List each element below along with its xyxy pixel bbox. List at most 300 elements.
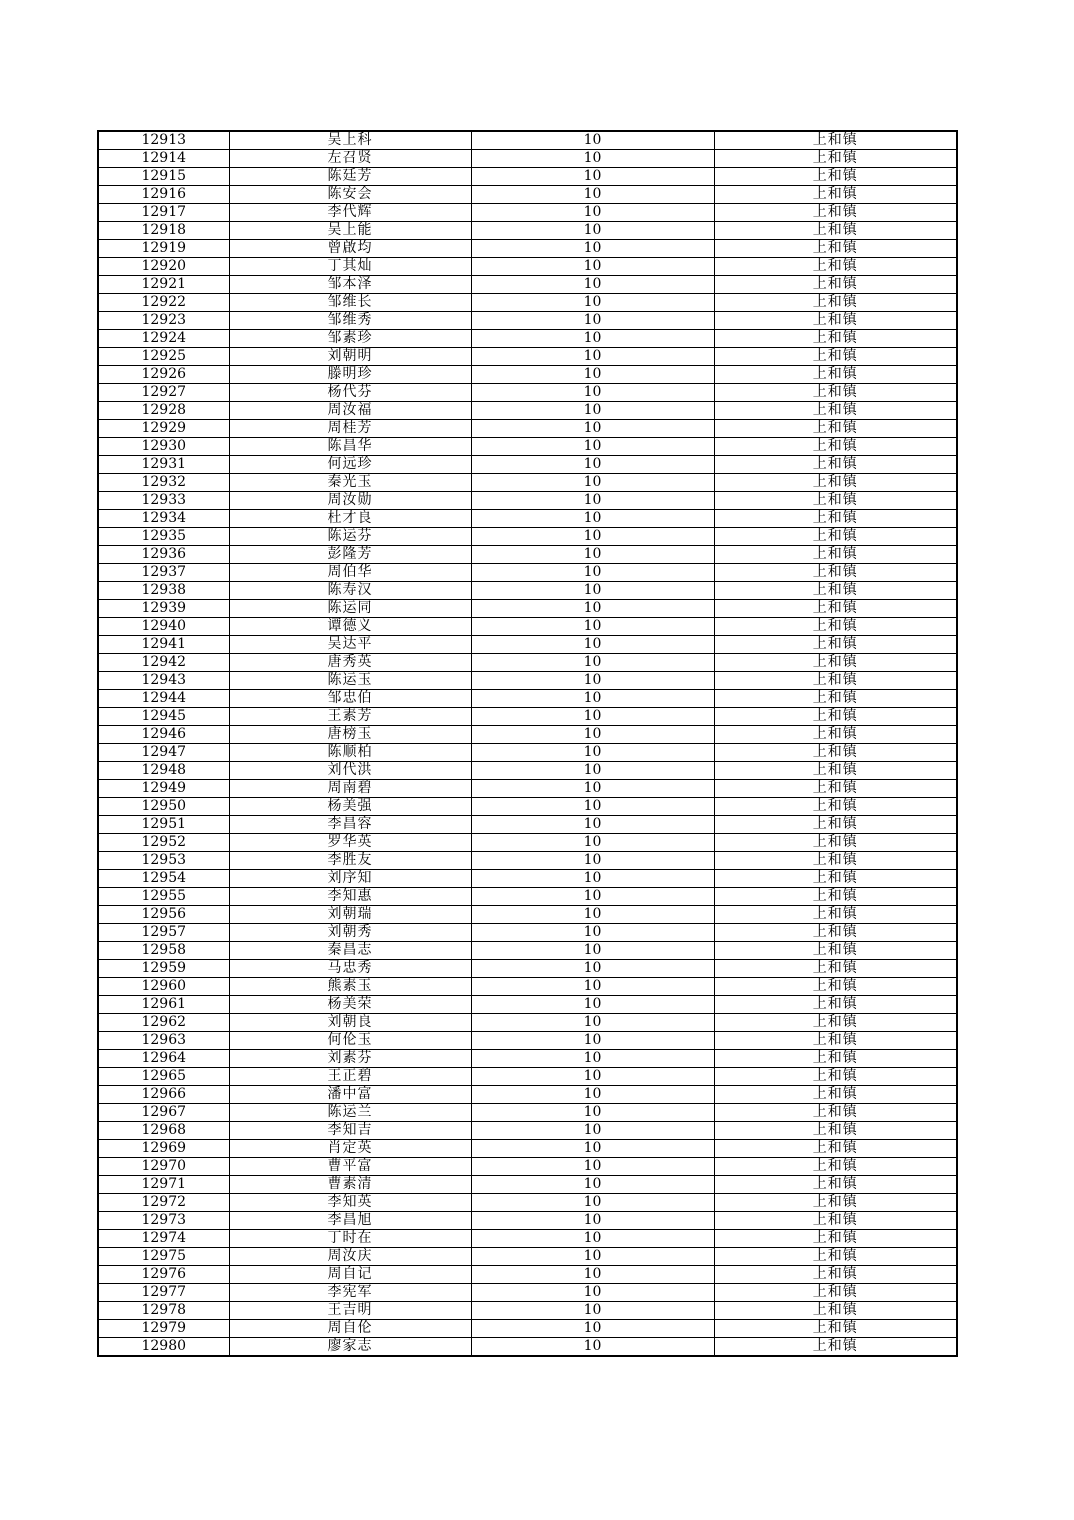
row-id-cell: 12964 [98, 1050, 229, 1068]
table-row [98, 672, 957, 690]
row-name-cell: 周桂芳 [229, 420, 471, 438]
table-row [98, 600, 957, 618]
row-town-cell: 上和镇 [714, 294, 957, 312]
row-name-cell: 唐秀英 [229, 654, 471, 672]
row-id-cell: 12980 [98, 1338, 229, 1357]
row-name-cell: 周自伦 [229, 1320, 471, 1338]
row-town-cell: 上和镇 [714, 1104, 957, 1122]
row-amount-cell: 10 [471, 1230, 714, 1248]
row-name-cell: 熊素玉 [229, 978, 471, 996]
row-name-cell: 秦昌志 [229, 942, 471, 960]
row-amount-cell: 10 [471, 204, 714, 222]
row-amount-cell: 10 [471, 996, 714, 1014]
row-name-cell: 吴上科 [229, 131, 471, 150]
row-town-cell: 上和镇 [714, 1176, 957, 1194]
row-town-cell: 上和镇 [714, 1230, 957, 1248]
row-amount-cell: 10 [471, 834, 714, 852]
row-amount-cell: 10 [471, 924, 714, 942]
row-id-cell: 12947 [98, 744, 229, 762]
table-row [98, 1176, 957, 1194]
row-town-cell: 上和镇 [714, 852, 957, 870]
row-town-cell: 上和镇 [714, 348, 957, 366]
row-amount-cell: 10 [471, 240, 714, 258]
row-town-cell: 上和镇 [714, 1284, 957, 1302]
row-id-cell: 12926 [98, 366, 229, 384]
table-row [98, 1158, 957, 1176]
row-amount-cell: 10 [471, 582, 714, 600]
row-town-cell: 上和镇 [714, 276, 957, 294]
row-name-cell: 刘代洪 [229, 762, 471, 780]
row-name-cell: 肖定英 [229, 1140, 471, 1158]
row-town-cell: 上和镇 [714, 1140, 957, 1158]
row-name-cell: 廖家志 [229, 1338, 471, 1357]
row-town-cell: 上和镇 [714, 618, 957, 636]
table-row [98, 492, 957, 510]
row-id-cell: 12957 [98, 924, 229, 942]
row-id-cell: 12949 [98, 780, 229, 798]
row-amount-cell: 10 [471, 690, 714, 708]
row-amount-cell: 10 [471, 600, 714, 618]
row-town-cell: 上和镇 [714, 366, 957, 384]
row-amount-cell: 10 [471, 168, 714, 186]
row-id-cell: 12962 [98, 1014, 229, 1032]
row-amount-cell: 10 [471, 1140, 714, 1158]
row-name-cell: 陈运同 [229, 600, 471, 618]
row-name-cell: 唐榜玉 [229, 726, 471, 744]
row-name-cell: 陈运玉 [229, 672, 471, 690]
table-row [98, 528, 957, 546]
table-row [98, 294, 957, 312]
table-row [98, 1014, 957, 1032]
row-amount-cell: 10 [471, 222, 714, 240]
row-town-cell: 上和镇 [714, 996, 957, 1014]
row-town-cell: 上和镇 [714, 924, 957, 942]
row-town-cell: 上和镇 [714, 1212, 957, 1230]
table-row [98, 762, 957, 780]
row-name-cell: 王吉明 [229, 1302, 471, 1320]
row-amount-cell: 10 [471, 258, 714, 276]
row-town-cell: 上和镇 [714, 1248, 957, 1266]
row-town-cell: 上和镇 [714, 816, 957, 834]
row-amount-cell: 10 [471, 1248, 714, 1266]
row-id-cell: 12915 [98, 168, 229, 186]
row-name-cell: 吴达平 [229, 636, 471, 654]
row-town-cell: 上和镇 [714, 672, 957, 690]
row-amount-cell: 10 [471, 1014, 714, 1032]
row-id-cell: 12921 [98, 276, 229, 294]
row-town-cell: 上和镇 [714, 798, 957, 816]
table-row [98, 456, 957, 474]
table-body [98, 131, 957, 1356]
table-row [98, 978, 957, 996]
row-name-cell: 刘序知 [229, 870, 471, 888]
table-row [98, 258, 957, 276]
row-name-cell: 杨代芬 [229, 384, 471, 402]
row-amount-cell: 10 [471, 870, 714, 888]
row-amount-cell: 10 [471, 798, 714, 816]
row-name-cell: 邹本泽 [229, 276, 471, 294]
row-town-cell: 上和镇 [714, 1014, 957, 1032]
row-town-cell: 上和镇 [714, 906, 957, 924]
row-town-cell: 上和镇 [714, 1302, 957, 1320]
table-row [98, 942, 957, 960]
row-amount-cell: 10 [471, 1176, 714, 1194]
row-amount-cell: 10 [471, 762, 714, 780]
row-amount-cell: 10 [471, 474, 714, 492]
row-amount-cell: 10 [471, 528, 714, 546]
table-row [98, 384, 957, 402]
row-town-cell: 上和镇 [714, 546, 957, 564]
row-amount-cell: 10 [471, 1338, 714, 1357]
row-id-cell: 12974 [98, 1230, 229, 1248]
row-name-cell: 秦光玉 [229, 474, 471, 492]
table-row [98, 1302, 957, 1320]
table-row [98, 870, 957, 888]
row-id-cell: 12963 [98, 1032, 229, 1050]
row-town-cell: 上和镇 [714, 312, 957, 330]
row-id-cell: 12955 [98, 888, 229, 906]
row-town-cell: 上和镇 [714, 1032, 957, 1050]
row-id-cell: 12931 [98, 456, 229, 474]
row-name-cell: 彭隆芳 [229, 546, 471, 564]
row-town-cell: 上和镇 [714, 258, 957, 276]
table-row [98, 131, 957, 150]
row-amount-cell: 10 [471, 1302, 714, 1320]
row-amount-cell: 10 [471, 564, 714, 582]
row-amount-cell: 10 [471, 384, 714, 402]
row-id-cell: 12940 [98, 618, 229, 636]
row-town-cell: 上和镇 [714, 1338, 957, 1357]
row-amount-cell: 10 [471, 402, 714, 420]
row-id-cell: 12948 [98, 762, 229, 780]
row-id-cell: 12943 [98, 672, 229, 690]
row-town-cell: 上和镇 [714, 1068, 957, 1086]
row-name-cell: 杜才良 [229, 510, 471, 528]
table-row [98, 960, 957, 978]
row-amount-cell: 10 [471, 456, 714, 474]
table-row [98, 1104, 957, 1122]
row-amount-cell: 10 [471, 150, 714, 168]
row-name-cell: 李胜友 [229, 852, 471, 870]
table-row [98, 1194, 957, 1212]
row-amount-cell: 10 [471, 816, 714, 834]
table-row [98, 852, 957, 870]
row-amount-cell: 10 [471, 294, 714, 312]
row-id-cell: 12958 [98, 942, 229, 960]
row-id-cell: 12917 [98, 204, 229, 222]
table-row [98, 222, 957, 240]
row-id-cell: 12950 [98, 798, 229, 816]
table-row [98, 798, 957, 816]
row-amount-cell: 10 [471, 1086, 714, 1104]
row-name-cell: 周南碧 [229, 780, 471, 798]
row-name-cell: 陈廷芳 [229, 168, 471, 186]
row-name-cell: 陈运兰 [229, 1104, 471, 1122]
row-town-cell: 上和镇 [714, 131, 957, 150]
row-id-cell: 12939 [98, 600, 229, 618]
row-name-cell: 何远珍 [229, 456, 471, 474]
row-id-cell: 12924 [98, 330, 229, 348]
row-id-cell: 12970 [98, 1158, 229, 1176]
row-amount-cell: 10 [471, 546, 714, 564]
row-name-cell: 王正碧 [229, 1068, 471, 1086]
row-name-cell: 李知惠 [229, 888, 471, 906]
table-row [98, 654, 957, 672]
row-town-cell: 上和镇 [714, 420, 957, 438]
row-id-cell: 12956 [98, 906, 229, 924]
row-amount-cell: 10 [471, 1320, 714, 1338]
row-id-cell: 12932 [98, 474, 229, 492]
table-row [98, 330, 957, 348]
row-town-cell: 上和镇 [714, 510, 957, 528]
row-id-cell: 12936 [98, 546, 229, 564]
row-town-cell: 上和镇 [714, 186, 957, 204]
row-name-cell: 左召贤 [229, 150, 471, 168]
row-amount-cell: 10 [471, 131, 714, 150]
row-town-cell: 上和镇 [714, 690, 957, 708]
row-id-cell: 12919 [98, 240, 229, 258]
row-id-cell: 12916 [98, 186, 229, 204]
row-town-cell: 上和镇 [714, 1086, 957, 1104]
table-row [98, 150, 957, 168]
row-name-cell: 马忠秀 [229, 960, 471, 978]
row-amount-cell: 10 [471, 186, 714, 204]
row-amount-cell: 10 [471, 780, 714, 798]
row-amount-cell: 10 [471, 276, 714, 294]
row-name-cell: 邹维秀 [229, 312, 471, 330]
row-town-cell: 上和镇 [714, 1194, 957, 1212]
row-id-cell: 12978 [98, 1302, 229, 1320]
row-name-cell: 周汝福 [229, 402, 471, 420]
table-row [98, 546, 957, 564]
row-id-cell: 12946 [98, 726, 229, 744]
row-town-cell: 上和镇 [714, 240, 957, 258]
table-row [98, 168, 957, 186]
row-id-cell: 12979 [98, 1320, 229, 1338]
row-name-cell: 李代辉 [229, 204, 471, 222]
row-id-cell: 12960 [98, 978, 229, 996]
row-id-cell: 12976 [98, 1266, 229, 1284]
row-id-cell: 12951 [98, 816, 229, 834]
row-amount-cell: 10 [471, 978, 714, 996]
row-id-cell: 12922 [98, 294, 229, 312]
row-id-cell: 12961 [98, 996, 229, 1014]
table-row [98, 618, 957, 636]
row-name-cell: 刘朝明 [229, 348, 471, 366]
row-name-cell: 丁时在 [229, 1230, 471, 1248]
table-row [98, 510, 957, 528]
table-row [98, 186, 957, 204]
row-name-cell: 刘朝秀 [229, 924, 471, 942]
row-name-cell: 吴上能 [229, 222, 471, 240]
row-name-cell: 曾啟均 [229, 240, 471, 258]
row-amount-cell: 10 [471, 960, 714, 978]
row-id-cell: 12935 [98, 528, 229, 546]
row-name-cell: 邹忠伯 [229, 690, 471, 708]
row-name-cell: 周汝勋 [229, 492, 471, 510]
table-row [98, 690, 957, 708]
row-id-cell: 12913 [98, 131, 229, 150]
row-town-cell: 上和镇 [714, 384, 957, 402]
table-row [98, 906, 957, 924]
row-town-cell: 上和镇 [714, 1122, 957, 1140]
row-name-cell: 陈顺柏 [229, 744, 471, 762]
row-town-cell: 上和镇 [714, 744, 957, 762]
row-town-cell: 上和镇 [714, 528, 957, 546]
row-name-cell: 曹素清 [229, 1176, 471, 1194]
table-row [98, 204, 957, 222]
row-town-cell: 上和镇 [714, 708, 957, 726]
row-name-cell: 杨美荣 [229, 996, 471, 1014]
table-row [98, 1032, 957, 1050]
table-row [98, 1122, 957, 1140]
row-amount-cell: 10 [471, 312, 714, 330]
row-town-cell: 上和镇 [714, 654, 957, 672]
row-town-cell: 上和镇 [714, 942, 957, 960]
row-amount-cell: 10 [471, 420, 714, 438]
table-row [98, 420, 957, 438]
row-town-cell: 上和镇 [714, 1320, 957, 1338]
row-id-cell: 12953 [98, 852, 229, 870]
row-amount-cell: 10 [471, 330, 714, 348]
row-name-cell: 滕明珍 [229, 366, 471, 384]
row-name-cell: 李昌容 [229, 816, 471, 834]
row-id-cell: 12929 [98, 420, 229, 438]
table-row [98, 366, 957, 384]
row-id-cell: 12944 [98, 690, 229, 708]
row-id-cell: 12968 [98, 1122, 229, 1140]
table-row [98, 780, 957, 798]
row-town-cell: 上和镇 [714, 456, 957, 474]
row-town-cell: 上和镇 [714, 474, 957, 492]
row-amount-cell: 10 [471, 1122, 714, 1140]
row-name-cell: 周自记 [229, 1266, 471, 1284]
table-row [98, 312, 957, 330]
row-amount-cell: 10 [471, 1194, 714, 1212]
row-name-cell: 陈寿汉 [229, 582, 471, 600]
row-name-cell: 刘朝瑞 [229, 906, 471, 924]
row-amount-cell: 10 [471, 744, 714, 762]
table-row [98, 924, 957, 942]
row-amount-cell: 10 [471, 348, 714, 366]
row-name-cell: 陈安会 [229, 186, 471, 204]
row-id-cell: 12930 [98, 438, 229, 456]
row-id-cell: 12934 [98, 510, 229, 528]
row-town-cell: 上和镇 [714, 726, 957, 744]
row-id-cell: 12969 [98, 1140, 229, 1158]
row-name-cell: 刘朝良 [229, 1014, 471, 1032]
table-row [98, 1068, 957, 1086]
row-town-cell: 上和镇 [714, 168, 957, 186]
row-name-cell: 谭德义 [229, 618, 471, 636]
row-id-cell: 12965 [98, 1068, 229, 1086]
row-id-cell: 12967 [98, 1104, 229, 1122]
row-name-cell: 刘素芬 [229, 1050, 471, 1068]
table-row [98, 834, 957, 852]
data-table-container [97, 130, 956, 1357]
row-name-cell: 曹平富 [229, 1158, 471, 1176]
table-row [98, 276, 957, 294]
table-row [98, 1086, 957, 1104]
row-id-cell: 12959 [98, 960, 229, 978]
row-town-cell: 上和镇 [714, 1158, 957, 1176]
row-amount-cell: 10 [471, 942, 714, 960]
table-row [98, 1248, 957, 1266]
table-row [98, 888, 957, 906]
row-name-cell: 潘中富 [229, 1086, 471, 1104]
row-town-cell: 上和镇 [714, 222, 957, 240]
row-name-cell: 王素芳 [229, 708, 471, 726]
row-id-cell: 12933 [98, 492, 229, 510]
row-id-cell: 12938 [98, 582, 229, 600]
row-name-cell: 罗华英 [229, 834, 471, 852]
row-town-cell: 上和镇 [714, 960, 957, 978]
row-name-cell: 陈昌华 [229, 438, 471, 456]
table-row [98, 348, 957, 366]
row-name-cell: 何伦玉 [229, 1032, 471, 1050]
row-id-cell: 12941 [98, 636, 229, 654]
table-row [98, 474, 957, 492]
table-row [98, 1140, 957, 1158]
row-id-cell: 12972 [98, 1194, 229, 1212]
row-town-cell: 上和镇 [714, 780, 957, 798]
row-id-cell: 12942 [98, 654, 229, 672]
row-id-cell: 12975 [98, 1248, 229, 1266]
row-amount-cell: 10 [471, 906, 714, 924]
row-amount-cell: 10 [471, 654, 714, 672]
table-row [98, 240, 957, 258]
table-row [98, 1284, 957, 1302]
table-row [98, 1212, 957, 1230]
row-id-cell: 12966 [98, 1086, 229, 1104]
row-amount-cell: 10 [471, 1212, 714, 1230]
row-id-cell: 12952 [98, 834, 229, 852]
row-amount-cell: 10 [471, 510, 714, 528]
table-row [98, 816, 957, 834]
row-name-cell: 邹素珍 [229, 330, 471, 348]
row-amount-cell: 10 [471, 618, 714, 636]
row-name-cell: 李知英 [229, 1194, 471, 1212]
table-row [98, 402, 957, 420]
row-amount-cell: 10 [471, 1266, 714, 1284]
row-name-cell: 周伯华 [229, 564, 471, 582]
row-name-cell: 李知吉 [229, 1122, 471, 1140]
row-id-cell: 12973 [98, 1212, 229, 1230]
row-town-cell: 上和镇 [714, 600, 957, 618]
table-row [98, 1230, 957, 1248]
row-name-cell: 李昌旭 [229, 1212, 471, 1230]
row-town-cell: 上和镇 [714, 564, 957, 582]
row-amount-cell: 10 [471, 1068, 714, 1086]
row-town-cell: 上和镇 [714, 834, 957, 852]
row-id-cell: 12927 [98, 384, 229, 402]
table-row [98, 708, 957, 726]
table-row [98, 582, 957, 600]
row-amount-cell: 10 [471, 366, 714, 384]
row-amount-cell: 10 [471, 726, 714, 744]
row-amount-cell: 10 [471, 438, 714, 456]
row-town-cell: 上和镇 [714, 330, 957, 348]
row-id-cell: 12914 [98, 150, 229, 168]
table-row [98, 1338, 957, 1357]
row-amount-cell: 10 [471, 708, 714, 726]
row-town-cell: 上和镇 [714, 492, 957, 510]
row-town-cell: 上和镇 [714, 762, 957, 780]
row-amount-cell: 10 [471, 852, 714, 870]
row-amount-cell: 10 [471, 1284, 714, 1302]
table-row [98, 564, 957, 582]
table-row [98, 744, 957, 762]
